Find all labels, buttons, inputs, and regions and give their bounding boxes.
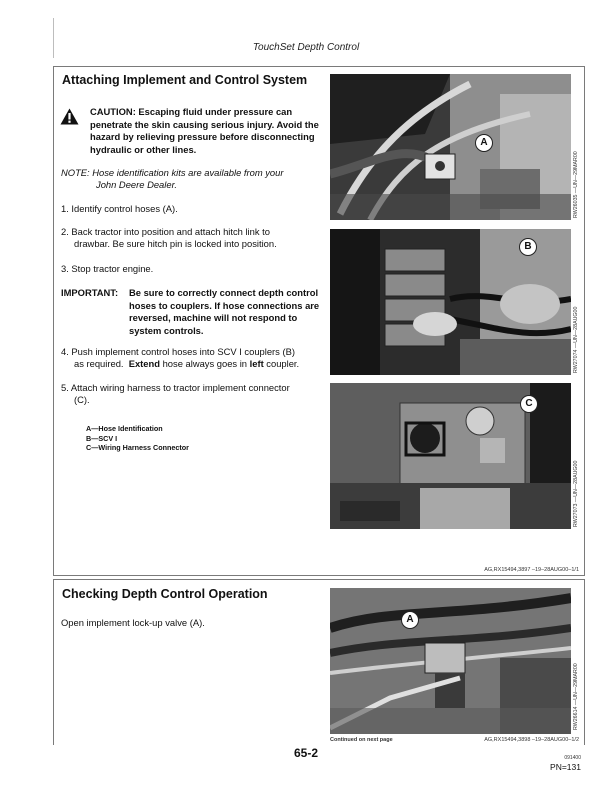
step-2-line1: 2. Back tractor into position and attach hitch link to	[61, 226, 270, 237]
important-text: Be sure to correctly connect depth control hoses to couplers. If hose connections are reversed, machine will not respond to system controls.	[129, 287, 320, 336]
step-4-line1: 4. Push implement control hoses into SCV I couplers (B)	[61, 346, 295, 357]
step-4-extend: Extend	[128, 358, 160, 369]
step-5-line1: 5. Attach wiring harness to tractor implement connector	[61, 382, 290, 393]
continued-note: Continued on next page	[330, 737, 393, 743]
step-4-text-a: as required.	[74, 358, 129, 369]
callout-a-valve: A	[401, 611, 419, 629]
page-header-title: TouchSet Depth Control	[252, 42, 360, 53]
photo-c-ref: RW27073 —UN—28AUG00	[573, 460, 579, 527]
date-code: 091400	[564, 755, 581, 761]
legend-c: C—Wiring Harness Connector	[86, 443, 189, 452]
caution-text: CAUTION: Escaping fluid under pressure can penetrate the skin causing serious injury. Avoid the hazard by relieving pressure before disconnecting hydraulic or other lines.	[90, 106, 319, 155]
photo-hose-identification	[330, 74, 571, 220]
legend-b: B—SCV I	[86, 433, 118, 443]
pn-number: PN=131	[550, 762, 581, 772]
note-line2: John Deere Dealer.	[96, 179, 177, 190]
photo-wiring-connector	[330, 383, 571, 529]
section2-text: Open implement lock-up valve (A).	[61, 617, 205, 628]
photo-valve-ref: RW26614 —UN—29MAR00	[573, 663, 579, 730]
photo-a-ref: RW26035 —UN—29MAR00	[573, 151, 579, 218]
step-1: 1. Identify control hoses (A).	[61, 203, 178, 214]
photo-b-ref: RW27074 —UN—28AUG00	[573, 306, 579, 373]
important-label: IMPORTANT:	[61, 287, 119, 298]
callout-b: B	[519, 238, 537, 256]
figure-legend	[86, 424, 189, 453]
section2-footer-ref: AG,RX15494,3898 –19–28AUG00–1/2	[484, 737, 579, 743]
step-2-line2: drawbar. Be sure hitch pin is locked into position.	[74, 238, 277, 249]
page-number: 65-2	[293, 746, 319, 760]
step-5-line2: (C).	[74, 394, 90, 405]
legend-a: A—Hose Identification	[86, 424, 163, 433]
photo-lock-up-valve	[330, 588, 571, 734]
step-4-text-b: hose always goes in	[159, 358, 250, 369]
step-3: 3. Stop tractor engine.	[61, 263, 154, 274]
section1-footer-ref: AG,RX15494,3897 –19–28AUG00–1/1	[484, 567, 579, 573]
step-4-text-c: coupler.	[263, 358, 300, 369]
callout-a: A	[475, 134, 493, 152]
photo-scv-couplers	[330, 229, 571, 375]
step-4-line2	[74, 358, 299, 371]
section1-title: Attaching Implement and Control System	[62, 73, 308, 87]
step-4-left: left	[249, 358, 264, 369]
note-line1: NOTE: Hose identification kits are available from your	[61, 167, 284, 178]
section2-title: Checking Depth Control Operation	[62, 587, 268, 601]
warning-triangle-icon	[60, 108, 79, 125]
callout-c: C	[520, 395, 538, 413]
